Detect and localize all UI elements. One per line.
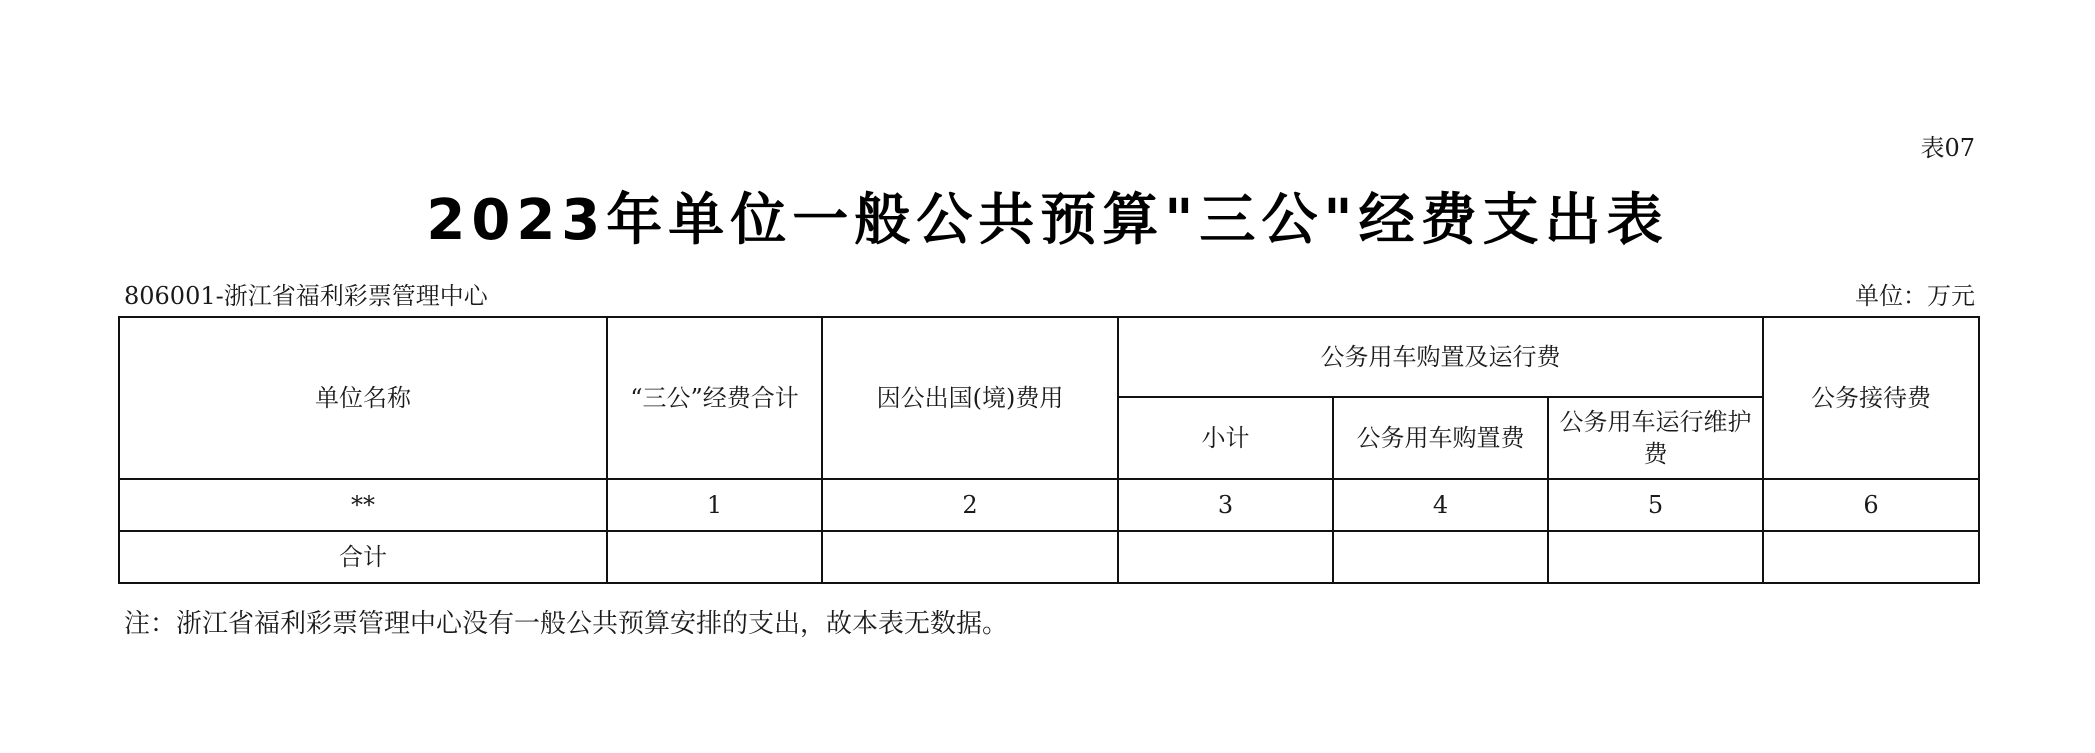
- header-subtotal: 小计: [1118, 397, 1333, 479]
- column-number: 5: [1548, 479, 1763, 531]
- column-number: 1: [607, 479, 822, 531]
- table-number: 表07: [1920, 134, 1975, 162]
- column-number: 3: [1118, 479, 1333, 531]
- total-cell: [1763, 531, 1979, 583]
- header-unit-name: 单位名称: [119, 317, 607, 479]
- header-abroad: 因公出国(境)费用: [822, 317, 1118, 479]
- page-title: 2023年单位一般公共预算"三公"经费支出表: [426, 188, 1669, 253]
- header-vehicle-purchase: 公务用车购置费: [1333, 397, 1548, 479]
- total-cell: [822, 531, 1118, 583]
- expense-table: [118, 316, 1980, 584]
- total-label: 合计: [119, 531, 607, 583]
- header-total: “三公”经费合计: [607, 317, 822, 479]
- total-row: [119, 531, 1979, 583]
- organization-label: 806001-浙江省福利彩票管理中心: [124, 282, 488, 310]
- total-cell: [1333, 531, 1548, 583]
- column-number-row: [119, 479, 1979, 531]
- total-cell: [1118, 531, 1333, 583]
- unit-label: 单位：万元: [1855, 282, 1975, 310]
- total-cell: [1548, 531, 1763, 583]
- footnote: 注：浙江省福利彩票管理中心没有一般公共预算安排的支出，故本表无数据。: [124, 609, 1009, 639]
- column-number: 6: [1763, 479, 1979, 531]
- header-vehicle-operation: 公务用车运行维护费: [1548, 397, 1763, 479]
- column-number: 4: [1333, 479, 1548, 531]
- header-row-1: [119, 317, 1979, 397]
- header-reception: 公务接待费: [1763, 317, 1979, 479]
- header-vehicle-group: 公务用车购置及运行费: [1118, 317, 1763, 397]
- column-number: **: [119, 479, 607, 531]
- column-number: 2: [822, 479, 1118, 531]
- total-cell: [607, 531, 822, 583]
